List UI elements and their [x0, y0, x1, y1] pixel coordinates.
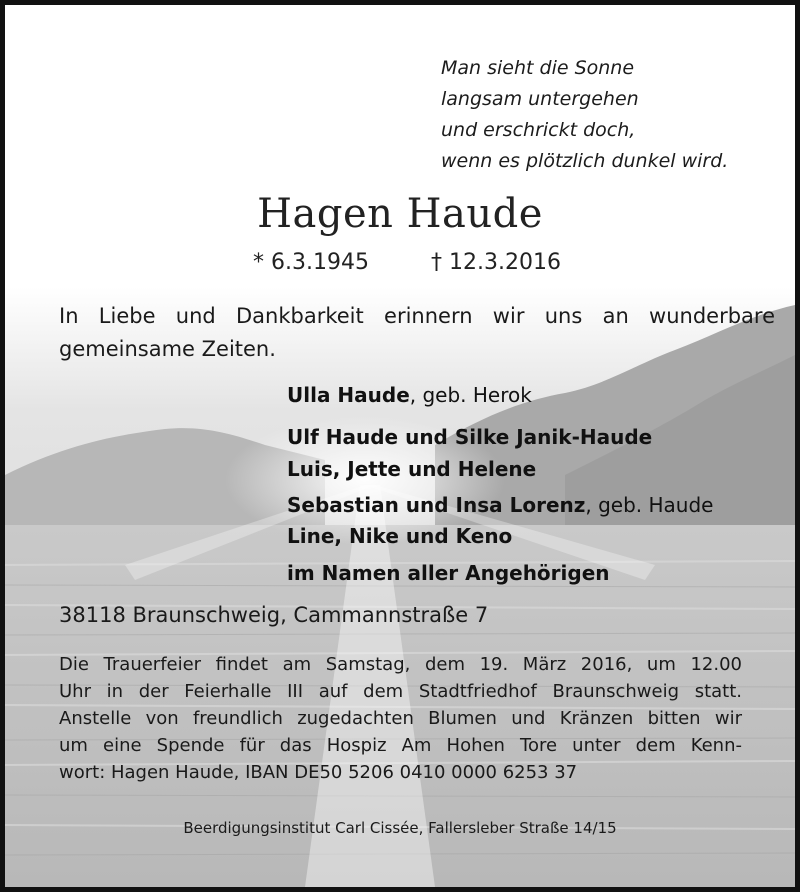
spouse-name: Ulla Haude [287, 383, 410, 407]
family-line: Line, Nike und Keno [287, 524, 513, 548]
address: 38118 Braunschweig, Cammannstraße 7 [59, 603, 489, 627]
service-line: wort: Hagen Haude, IBAN DE50 5206 0410 0000 6253 37 [59, 762, 578, 783]
service-text [59, 651, 742, 786]
intro-text: In Liebe und Dankbarkeit erinnern wir uns an wunderbare gemeinsame Zeiten. [59, 304, 775, 361]
poem-line: Man sieht die Sonne [441, 57, 635, 79]
family-line [287, 493, 714, 517]
poem [441, 53, 728, 177]
family-line: im Namen aller Angehörigen [287, 561, 610, 585]
deceased-name: Hagen Haude [257, 191, 543, 237]
family-line: Ulf Haude und Silke Janik-Haude [287, 425, 653, 449]
service-line: Anstelle von freundlich zugedachten Blumen und Kränzen bitten wir [59, 708, 742, 729]
birth-date: * 6.3.1945 [253, 250, 369, 275]
service-line: Uhr in der Feierhalle III auf dem Stadtfriedhof Braunschweig statt. [59, 681, 742, 702]
service-line: um eine Spende für das Hospiz Am Hohen Tore unter dem Kenn- [59, 735, 742, 756]
child2-name: Sebastian und Insa Lorenz [287, 493, 586, 517]
poem-line: langsam untergehen [441, 88, 639, 110]
spouse-maiden-name: , geb. Herok [409, 383, 532, 407]
family-line: Luis, Jette und Helene [287, 457, 537, 481]
poem-line: und erschrickt doch, [441, 119, 636, 141]
death-date: † 12.3.2016 [431, 250, 561, 275]
family-line [287, 383, 532, 407]
funeral-home: Beerdigungsinstitut Carl Cissée, Fallersleber Straße 14/15 [183, 819, 617, 837]
child2-maiden-name: , geb. Haude [585, 493, 714, 517]
service-line: Die Trauerfeier findet am Samstag, dem 19. März 2016, um 12.00 [59, 654, 742, 675]
poem-line: wenn es plötzlich dunkel wird. [441, 150, 729, 172]
